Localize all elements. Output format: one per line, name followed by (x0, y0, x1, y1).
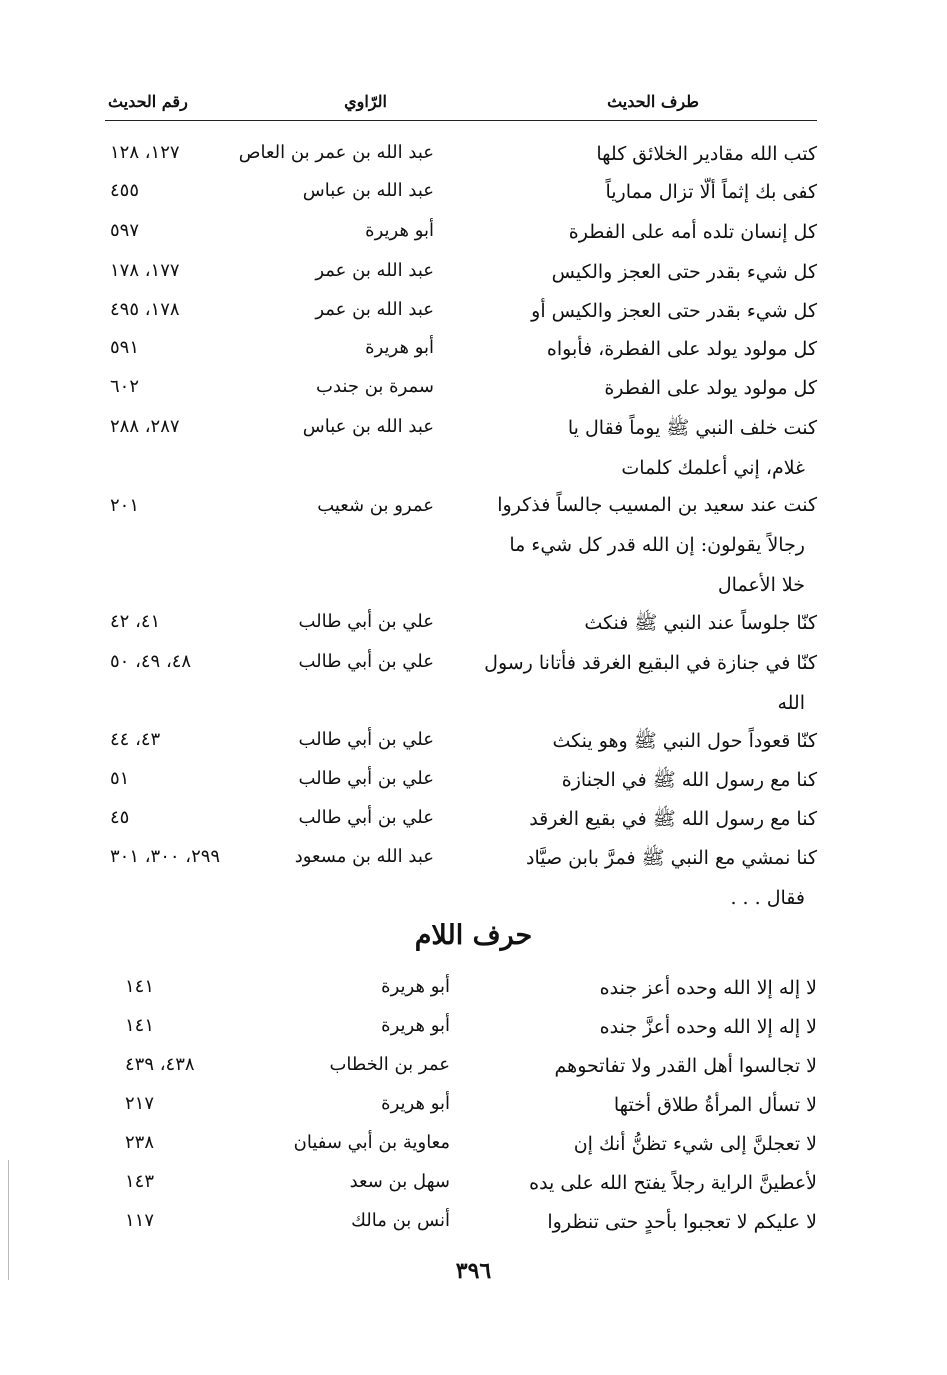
hadith-number: ٦٠٢ (110, 376, 140, 397)
hadith-text (497, 485, 817, 605)
narrator: عبد الله بن عمر (315, 260, 434, 281)
hadith-text (526, 838, 817, 918)
narrator: أبو هريرة (381, 1093, 450, 1114)
hadith-number: ٢٣٨ (125, 1132, 155, 1153)
narrator: عمرو بن شعيب (317, 495, 434, 516)
narrator: عبد الله بن عباس (302, 180, 434, 201)
header-narrator: الرّاوي (344, 92, 387, 111)
hadith-text: لا إله إلا الله وحده أعزَّ جنده (599, 1016, 817, 1038)
header-hadith: طرف الحديث (607, 92, 699, 111)
narrator: أنس بن مالك (351, 1210, 450, 1231)
hadith-number: ١٧٧، ١٧٨ (110, 260, 180, 281)
hadith-continuation: فقال . . . (730, 887, 805, 909)
narrator: سهل بن سعد (349, 1171, 450, 1192)
hadith-line: كنت خلف النبي ﷺ يوماً فقال يا (567, 417, 817, 439)
hadith-number: ١٤٣ (125, 1171, 155, 1192)
narrator: أبو هريرة (381, 976, 450, 997)
hadith-continuation: الله (777, 692, 805, 714)
narrator: عبد الله بن عباس (302, 416, 434, 437)
hadith-number: ٢٨٧، ٢٨٨ (110, 416, 180, 437)
hadith-number: ٤٥ (110, 807, 130, 828)
header-number: رقم الحديث (108, 92, 188, 111)
narrator: علي بن أبي طالب (298, 729, 434, 750)
narrator: علي بن أبي طالب (298, 611, 434, 632)
hadith-number: ١٤١ (125, 1015, 155, 1036)
hadith-continuation: خلا الأعمال (717, 574, 805, 596)
hadith-continuation: رجالاً يقولون: إن الله قدر كل شيء ما (509, 534, 805, 556)
narrator: عبد الله بن مسعود (294, 846, 434, 867)
header-rule (105, 120, 817, 121)
hadith-text: كفى بك إثماً ألّا تزال ممارياً (605, 181, 817, 203)
hadith-number: ١٧٨، ٤٩٥ (110, 299, 180, 320)
hadith-number: ٤١، ٤٢ (110, 611, 161, 632)
hadith-text (568, 408, 817, 488)
narrator: عبد الله بن عمر بن العاص (238, 142, 434, 163)
hadith-text: لا تعجلنَّ إلى شيء تظنُّ أنك إن (573, 1133, 817, 1155)
hadith-text: لا تسأل المرأةُ طلاق أختها (613, 1094, 817, 1116)
hadith-text: كل شيء بقدر حتى العجز والكيس (551, 261, 817, 283)
hadith-line: كنا نمشي مع النبي ﷺ فمرَّ بابن صيَّاد (525, 847, 817, 869)
hadith-number: ٢٩٩، ٣٠٠، ٣٠١ (110, 846, 221, 867)
hadith-line: كنت عند سعيد بن المسيب جالساً فذكروا (497, 494, 817, 516)
narrator: أبو هريرة (365, 337, 434, 358)
hadith-text: كل إنسان تلده أمه على الفطرة (568, 221, 817, 243)
hadith-text: كنّا قعوداً حول النبي ﷺ وهو ينكث (552, 730, 817, 752)
page-number: ٣٩٦ (455, 1258, 492, 1284)
narrator: علي بن أبي طالب (298, 807, 434, 828)
hadith-text: كنّا جلوساً عند النبي ﷺ فنكث (584, 612, 817, 634)
section-title: حرف اللام (414, 920, 533, 951)
hadith-text: كل شيء بقدر حتى العجز والكيس أو (531, 300, 817, 322)
narrator: معاوية بن أبي سفيان (293, 1132, 450, 1153)
hadith-number: ٢١٧ (125, 1093, 155, 1114)
hadith-text: لا تجالسوا أهل القدر ولا تفاتحوهم (554, 1055, 817, 1077)
narrator: علي بن أبي طالب (298, 651, 434, 672)
narrator: أبو هريرة (381, 1015, 450, 1036)
hadith-text: لأعطينَّ الراية رجلاً يفتح الله على يده (529, 1172, 817, 1194)
hadith-text: كل مولود يولد على الفطرة، فأبواه (546, 338, 817, 360)
narrator: سمرة بن جندب (316, 376, 434, 397)
hadith-text: لا عليكم لا تعجبوا بأحدٍ حتى تنظروا (547, 1211, 817, 1233)
hadith-number: ٤٨، ٤٩، ٥٠ (110, 651, 192, 672)
hadith-text: كنا مع رسول الله ﷺ في الجنازة (561, 769, 817, 791)
hadith-number: ٢٠١ (110, 495, 140, 516)
hadith-number: ٤٥٥ (110, 180, 140, 201)
hadith-text: كنا مع رسول الله ﷺ في بقيع الغرقد (529, 808, 817, 830)
hadith-number: ١٤١ (125, 976, 155, 997)
hadith-number: ٤٣، ٤٤ (110, 729, 161, 750)
hadith-continuation: غلام، إني أعلمك كلمات (621, 457, 805, 479)
narrator: عبد الله بن عمر (315, 299, 434, 320)
scan-edge-line (8, 1160, 9, 1280)
column-headers (0, 92, 947, 122)
hadith-number: ١١٧ (125, 1210, 155, 1231)
hadith-line: كنّا في جنازة في البقيع الغرقد فأتانا رسول (484, 652, 817, 674)
hadith-text (484, 643, 817, 723)
hadith-number: ٥٩٧ (110, 220, 140, 241)
narrator: أبو هريرة (365, 220, 434, 241)
hadith-text: لا إله إلا الله وحده أعز جنده (599, 977, 817, 999)
narrator: عمر بن الخطاب (329, 1054, 450, 1075)
hadith-number: ٥٩١ (110, 337, 140, 358)
hadith-text: كل مولود يولد على الفطرة (604, 377, 817, 399)
narrator: علي بن أبي طالب (298, 768, 434, 789)
hadith-number: ١٢٧، ١٢٨ (110, 142, 180, 163)
hadith-number: ٤٣٨، ٤٣٩ (125, 1054, 195, 1075)
hadith-text: كتب الله مقادير الخلائق كلها (596, 143, 817, 165)
hadith-number: ٥١ (110, 768, 130, 789)
